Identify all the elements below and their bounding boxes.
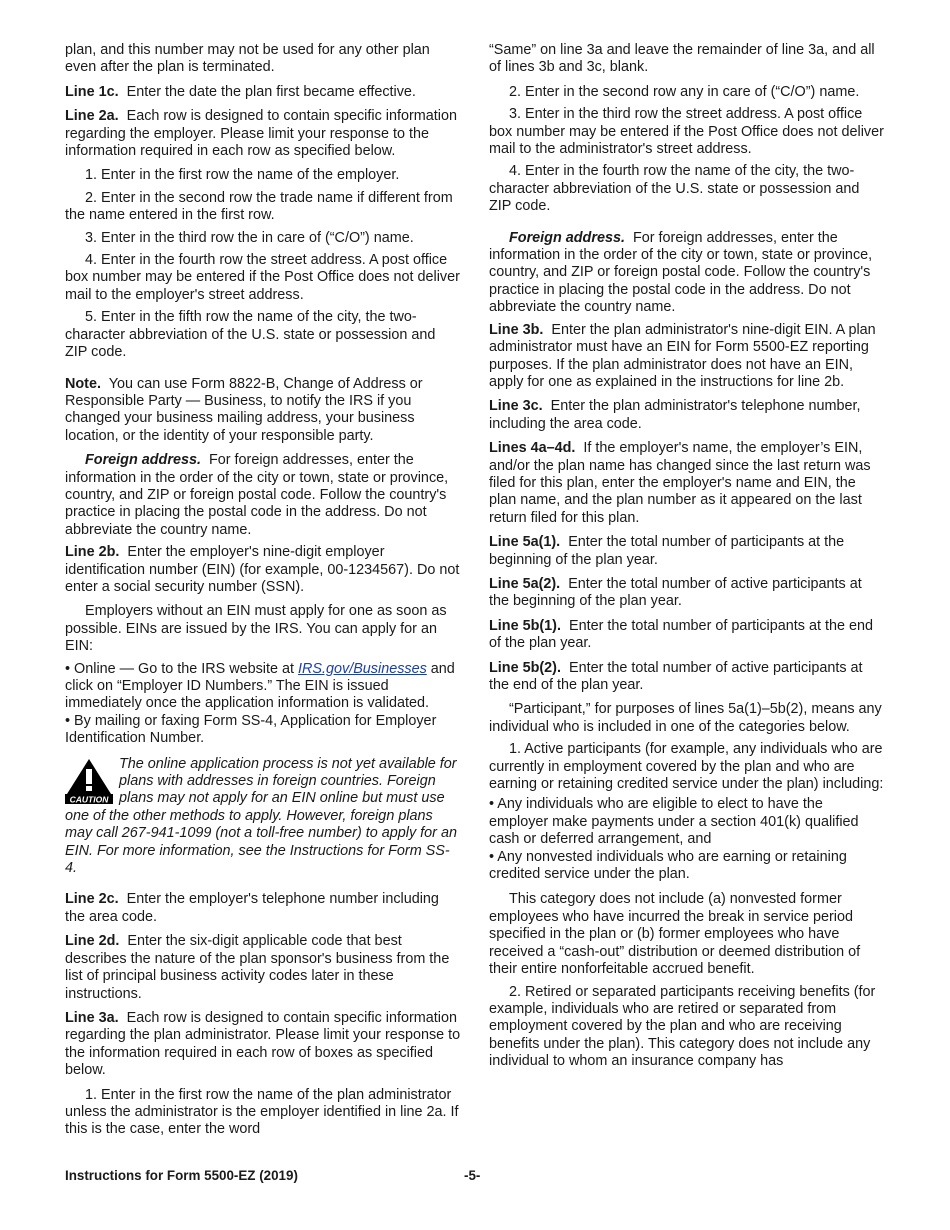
line-5a2-paragraph: Line 5a(2). Enter the total number of active participants at the beginning of the plan year. bbox=[489, 575, 862, 610]
line-label: Line 1c. bbox=[65, 83, 119, 100]
foreign-address-label: Foreign address. bbox=[85, 452, 201, 469]
line-5b2-paragraph: Line 5b(2). Enter the total number of active participants at the end of the plan year. bbox=[489, 659, 863, 693]
line-label: Line 3a. bbox=[65, 1009, 119, 1026]
bullet-item: • By mailing or faxing Form SS-4, Application for Employer Identification Number. bbox=[65, 712, 437, 747]
line-2c-paragraph: Line 2c. Enter the employer's telephone number including the area code. bbox=[65, 891, 439, 925]
list-item: 2. Enter in the second row any in care of (“C/O”) name. bbox=[509, 83, 860, 100]
line-label: Line 5a(2). bbox=[489, 575, 561, 592]
line-2d-paragraph: Line 2d. Enter the six-digit applicable code that best describes the nature of the plan sponsor's business from the list of principal business activity codes later in these instructions. bbox=[65, 933, 450, 1002]
line-label: Line 5b(1). bbox=[489, 617, 561, 634]
list-item: 4. Enter in the fourth row the name of the city, the two-character abbreviation of the U.S. state or possession and ZIP code. bbox=[489, 163, 860, 215]
line-label: Line 2d. bbox=[65, 933, 120, 950]
left-column bbox=[65, 42, 461, 1144]
paragraph: Employers without an EIN must apply for one as soon as possible. EINs are issued by the IRS. You can apply for an EIN: bbox=[65, 603, 447, 655]
line-3a-paragraph: Line 3a. Each row is designed to contain specific information regarding the plan administrator. Please limit your response to the information required in each row of boxes as specified below. bbox=[65, 1009, 461, 1079]
list-item: 5. Enter in the fifth row the name of the city, the two-character abbreviation of the U.S. state or possession and ZIP code. bbox=[65, 309, 436, 361]
line-label: Line 2a. bbox=[65, 108, 119, 125]
list-item: 1. Enter in the first row the name of the employer. bbox=[85, 167, 400, 184]
line-label: Lines 4a–4d. bbox=[489, 440, 576, 457]
list-item: 1. Enter in the first row the name of the plan administrator unless the administrator is the employer identified in line 2a. If this is the case, enter the word bbox=[65, 1086, 459, 1138]
bullet-item: • Online — Go to the IRS website at IRS.gov/Businesses and click on “Employer ID Numbers.” The EIN is issued immediately once the application information is validated. bbox=[65, 660, 455, 712]
caution-icon bbox=[65, 758, 113, 804]
list-item: 3. Enter in the third row the in care of (“C/O”) name. bbox=[85, 229, 414, 246]
list-item: 2. Retired or separated participants receiving benefits (for example, individuals who are retired or separated from employment covered by the plan and who are receiving benefits under the plan). This category does not include any individual to whom an insurance company has bbox=[489, 983, 876, 1070]
foreign-address-paragraph: Foreign address. For foreign addresses, enter the information in the order of the city or town, state or province, country, and ZIP or foreign postal code. Follow the country's practice in placing the postal code in the address. Do not abbreviate the country name. bbox=[489, 229, 873, 316]
line-2a-paragraph: Line 2a. Each row is designed to contain specific information regarding the employer. Please limit your response to the information required in each row as specified below. bbox=[65, 108, 457, 160]
caution-text: The online application process is not yet available for plans with addresses in foreign countries. Foreign plans may not apply for an EIN online but must use one of the other methods to apply. However, foreign plans may call 267-941-1099 (not a toll-free number) to apply for an EIN. For more information, see the Instructions for Form SS-4. bbox=[65, 755, 457, 877]
foreign-address-paragraph: Foreign address. For foreign addresses, enter the information in the order of the city or town, state or province, country, and ZIP or foreign postal code. Follow the country's practice in placing the postal code in the address. Do not abbreviate the country name. bbox=[65, 452, 449, 538]
paragraph: “Same” on line 3a and leave the remainder of line 3a, and all of lines 3b and 3c, blank. bbox=[489, 42, 875, 76]
line-5b1-paragraph: Line 5b(1). Enter the total number of participants at the end of the plan year. bbox=[489, 617, 873, 652]
list-item: 3. Enter in the third row the street address. A post office box number may be entered if the Post Office does not deliver mail to the administrator's street address. bbox=[489, 106, 884, 158]
list-item: 2. Enter in the second row the trade name if different from the name entered in the first row. bbox=[65, 189, 453, 224]
line-3c-paragraph: Line 3c. Enter the plan administrator's telephone number, including the area code. bbox=[489, 398, 861, 432]
bullet-item: • Any individuals who are eligible to elect to have the employer make payments under a section 401(k) qualified cash or deferred arrangement, and bbox=[489, 796, 859, 848]
note-label: Note. bbox=[65, 375, 101, 392]
line-label: Line 3b. bbox=[489, 321, 544, 338]
foreign-address-label: Foreign address. bbox=[509, 229, 625, 246]
list-item: 4. Enter in the fourth row the street address. A post office box number may be entered if the Post Office does not deliver mail to the employer's street address. bbox=[65, 252, 460, 303]
line-label: Line 3c. bbox=[489, 398, 543, 415]
line-2b-paragraph: Line 2b. Enter the employer's nine-digit employer identification number (EIN) (for example, 00-1234567). Do not enter a social security number (SSN). bbox=[65, 544, 460, 595]
line-5a1-paragraph: Line 5a(1). Enter the total number of participants at the beginning of the plan year. bbox=[489, 534, 845, 568]
caution-box bbox=[65, 756, 461, 878]
line-label: Line 2b. bbox=[65, 544, 120, 561]
paragraph: This category does not include (a) nonvested former employees who have incurred the break in service period specified in the plan or (b) former employees who have received a “cash-out” distribution or deemed distribution of their entire nonforfeitable accrued benefit. bbox=[489, 891, 861, 978]
line-1c-paragraph: Line 1c. Enter the date the plan first became effective. bbox=[65, 83, 416, 100]
right-column bbox=[489, 42, 885, 1076]
line-label: Line 5a(1). bbox=[489, 534, 561, 551]
line-3b-paragraph: Line 3b. Enter the plan administrator's nine-digit EIN. A plan administrator must have an EIN for Form 5500-EZ reporting purposes. If the plan administrator does not have an EIN, apply for one as explained in the instructions for line 2b. bbox=[489, 321, 876, 390]
note-paragraph: Note. You can use Form 8822-B, Change of Address or Responsible Party — Business, to notify the IRS if you changed your business mailing address, your business location, or the identity of your responsible party. bbox=[65, 375, 423, 444]
lines-4a-4d-paragraph: Lines 4a–4d. If the employer's name, the employer’s EIN, and/or the plan name has changed since the last return was filed for this plan, enter the employer's name and EIN, the plan name, and the plan number as it appeared on the last return filed for this plan. bbox=[489, 440, 871, 526]
page-number: -5- bbox=[464, 1168, 481, 1183]
list-item: 1. Active participants (for example, any individuals who are currently in employment covered by the plan and who are earning or retaining credited service under the plan) including: bbox=[489, 741, 884, 793]
caution-icon-label: CAUTION bbox=[69, 794, 109, 804]
line-label: Line 2c. bbox=[65, 891, 119, 908]
bullet-item: • Any nonvested individuals who are earning or retaining credited service under the plan. bbox=[489, 848, 847, 883]
footer-title: Instructions for Form 5500-EZ (2019) bbox=[65, 1168, 298, 1183]
paragraph: “Participant,” for purposes of lines 5a(1)–5b(2), means any individual who is included in one of the categories below. bbox=[489, 701, 882, 735]
paragraph: plan, and this number may not be used for any other plan even after the plan is terminated. bbox=[65, 42, 430, 76]
irs-businesses-link[interactable]: IRS.gov/Businesses bbox=[298, 660, 427, 677]
line-label: Line 5b(2). bbox=[489, 659, 561, 676]
